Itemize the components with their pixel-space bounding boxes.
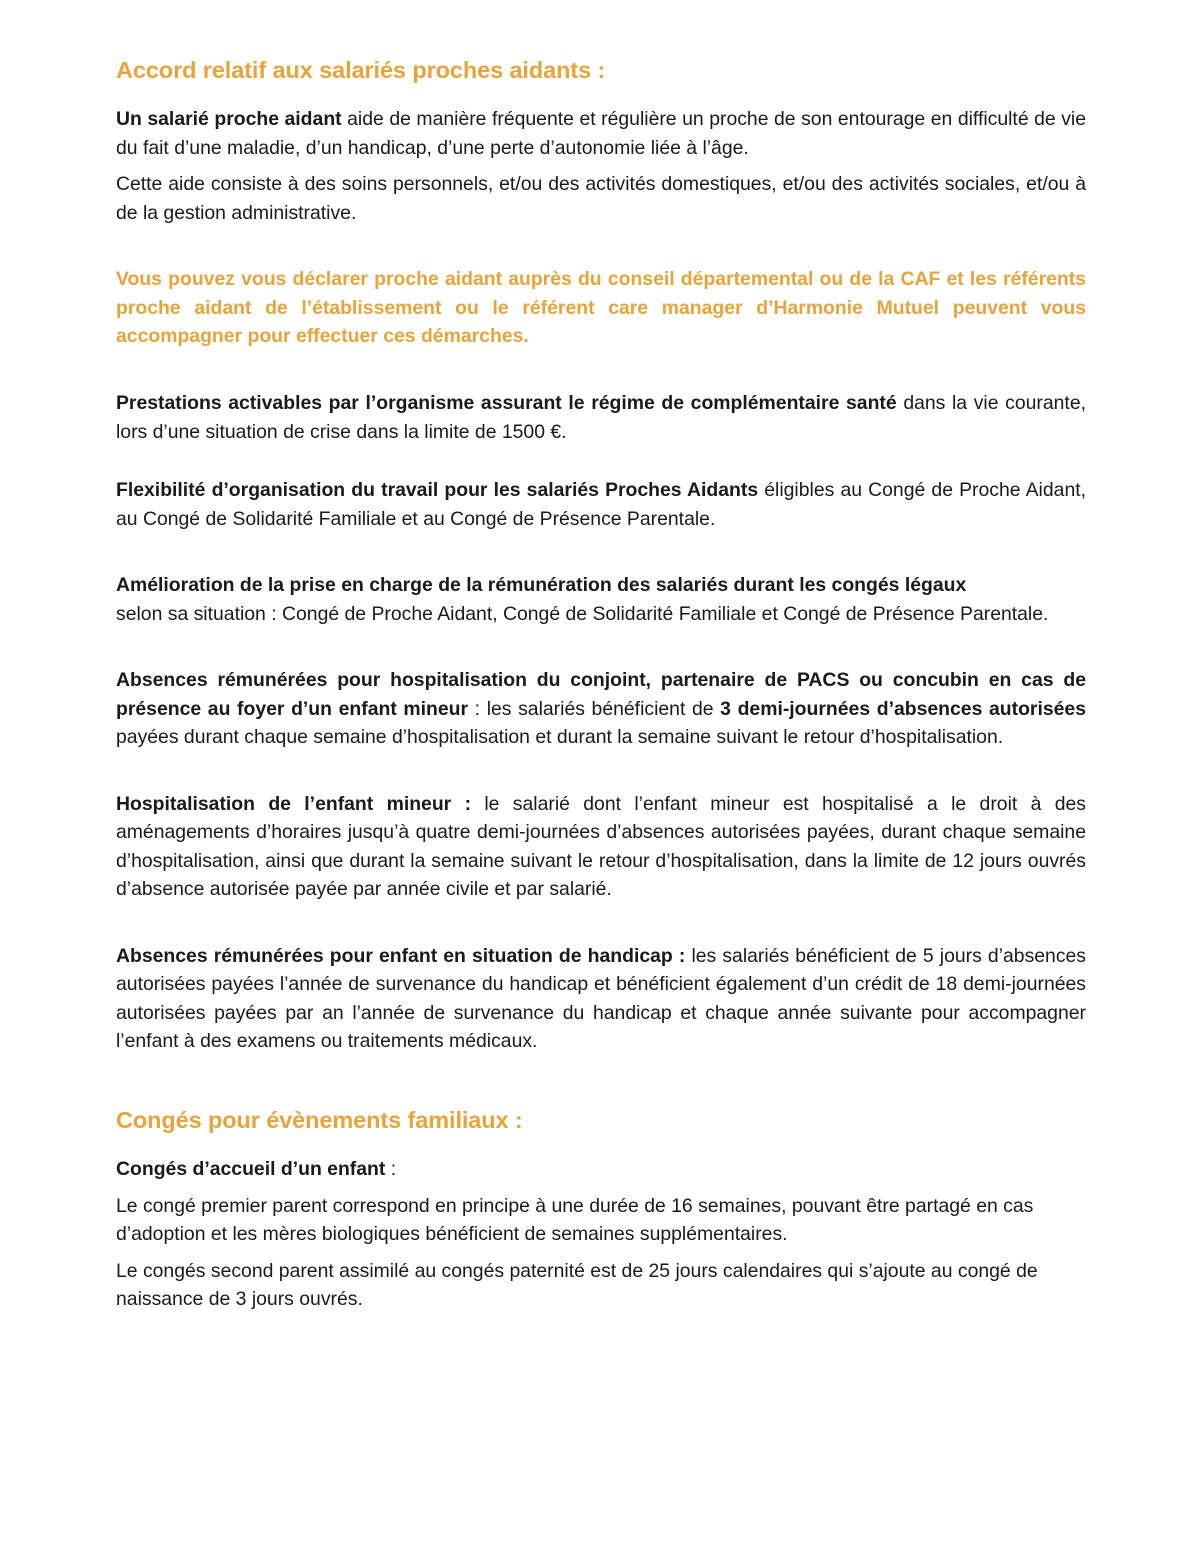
spacer	[116, 1249, 1086, 1257]
spacer	[116, 227, 1086, 265]
subheading-conges-accueil-enfant	[116, 1155, 1086, 1184]
paragraph-conge-second-parent: Le congés second parent assimilé au congés paternité est de 25 jours calendaires qui s’ajoute au congé de naissance de 3 jours ouvrés.	[116, 1259, 1038, 1311]
paragraph-hospitalisation-enfant-mineur	[116, 790, 1086, 904]
callout-declaration-proche-aidant: Vous pouvez vous déclarer proche aidant auprès du conseil départemental ou de la CAF et les référents proche aidant de l’établissement ou le référent care manager d’Harmonie Mutuel peuvent vous accompagner pour effectuer ces démarches.	[116, 268, 1086, 348]
spacer	[116, 628, 1086, 666]
spacer	[116, 446, 1086, 476]
definition-lead-bold: Un salarié proche aidant	[116, 108, 342, 131]
hospitalisation-enfant-lead-bold: Hospitalisation de l’enfant mineur :	[116, 792, 472, 815]
hospitalisation-enfant-body: le salarié dont l’enfant mineur est hospitalisé a le droit à des aménagements d’horaires jusqu’à quatre demi-journées d’absences autorisées payées, durant chaque semaine d’hospitalisation, ainsi que durant la semaine suivant le retour d’hospitalisation, dans la limite de 12 jours ouvrés d’absence autorisée payée par année civile et par salarié.	[116, 792, 1086, 901]
spacer	[116, 1056, 1086, 1106]
paragraph-flexibilite-organisation	[116, 476, 1086, 533]
spacer	[116, 533, 1086, 571]
document-content	[116, 56, 1086, 1314]
definition-body: aide de manière fréquente et régulière un proche de son entourage en difficulté de vie du fait d’une maladie, d’un handicap, d’une perte d’autonomie liée à l’âge.	[116, 108, 1087, 159]
spacer	[116, 752, 1086, 790]
prestations-lead-bold: Prestations activables par l’organisme assurant le régime de complémentaire santé	[116, 391, 897, 414]
flexibilite-lead-bold: Flexibilité d’organisation du travail pour les salariés Proches Aidants	[116, 479, 759, 502]
conges-accueil-bold: Congés d’accueil d’un enfant	[116, 1158, 386, 1181]
enfant-handicap-lead-bold: Absences rémunérées pour enfant en situation de handicap :	[116, 944, 686, 967]
section-heading-proches-aidants: Accord relatif aux salariés proches aidants :	[116, 57, 606, 83]
section-heading-conges-familiaux: Congés pour évènements familiaux :	[116, 1106, 523, 1133]
hospitalisation-conjoint-emphasis: 3 demi-journées d’absences autorisées	[720, 697, 1086, 720]
paragraph-prestations-activables	[116, 389, 1086, 446]
amelioration-lead-bold: Amélioration de la prise en charge de la rémunération des salariés durant les congés légaux	[116, 574, 967, 597]
hospitalisation-conjoint-lead-bold: Absences rémunérées pour hospitalisation du conjoint, partenaire de PACS ou concubin en cas de présence au foyer d’un enfant mineur	[116, 669, 1086, 720]
prestations-body: dans la vie courante, lors d’une situation de crise dans la limite de 1500 €.	[116, 391, 1086, 443]
heading-amelioration-prise-en-charge	[116, 571, 1086, 600]
hospitalisation-conjoint-mid: : les salariés bénéficient de	[468, 697, 721, 720]
paragraph-absences-hospitalisation-conjoint	[116, 666, 1086, 752]
spacer	[116, 1184, 1086, 1192]
conges-accueil-colon: :	[385, 1158, 397, 1181]
paragraph-conge-premier-parent: Le congé premier parent correspond en principe à une durée de 16 semaines, pouvant être partagé en cas d’adoption et les mères biologiques bénéficient de semaines supplémentaires.	[116, 1194, 1034, 1246]
spacer	[116, 162, 1086, 170]
paragraph-absences-enfant-handicap	[116, 942, 1086, 1056]
spacer	[116, 351, 1086, 389]
paragraph-aide-consiste: Cette aide consiste à des soins personnels, et/ou des activités domestiques, et/ou des activités sociales, et/ou à de la gestion administrative.	[116, 173, 1086, 224]
flexibilite-body: éligibles au Congé de Proche Aidant, au Congé de Solidarité Familiale et au Congé de Présence Parentale.	[116, 479, 1086, 530]
spacer	[116, 904, 1086, 942]
enfant-handicap-body: les salariés bénéficient de 5 jours d’absences autorisées payées l’année de survenance du handicap et bénéficient également d’un crédit de 18 demi-journées autorisées payées par an l’année de survenance du handicap et chaque année suivante pour accompagner l’enfant à des examens ou traitements médicaux.	[116, 944, 1087, 1053]
hospitalisation-conjoint-body: payées durant chaque semaine d’hospitalisation et durant la semaine suivant le retour d’hospitalisation.	[116, 726, 1004, 749]
paragraph-definition-proche-aidant	[116, 105, 1086, 162]
paragraph-amelioration-detail: selon sa situation : Congé de Proche Aidant, Congé de Solidarité Familiale et Congé de Présence Parentale.	[116, 602, 1049, 625]
